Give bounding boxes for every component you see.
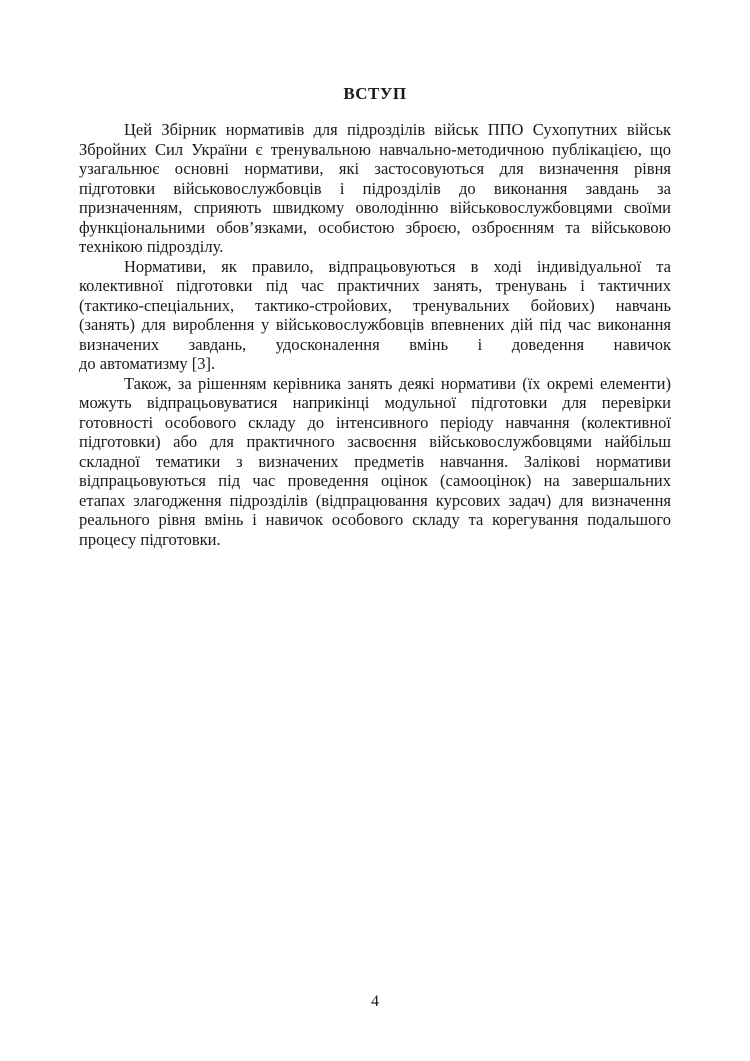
text-line: технікою підрозділу. <box>79 237 224 256</box>
text-line: Також, за рішенням керівника занять деякі нормативи (їх окремі елементи) <box>124 373 671 393</box>
text-line: готовності особового складу до інтенсивного періоду навчання (колективної <box>79 412 671 432</box>
text-line: процесу підготовки. <box>79 529 221 549</box>
text-line: підготовки) або для практичного засвоєння військовослужбовцями найбільш <box>79 432 671 451</box>
text-line: Збройних Сил України є тренувальною навчально-методичною публікацією, що <box>79 139 671 159</box>
text-line: можуть відпрацьовуватися наприкінці модульної підготовки для перевірки <box>79 393 671 412</box>
section-title: ВСТУП <box>343 84 407 103</box>
text-line: функціональними обов’язками, особистою зброєю, озброєнням та військовою <box>79 217 671 237</box>
text-line: відпрацьовуються під час проведення оцінок (самооцінок) на завершальних <box>79 471 671 490</box>
page-number: 4 <box>371 993 379 1010</box>
text-line: (тактико-спеціальних, тактико-стройових, тренувальних бойових) навчань <box>79 295 671 315</box>
text-line: Нормативи, як правило, відпрацьовуються в ході індивідуальної та <box>124 256 671 276</box>
text-line: (занять) для вироблення у військовослужбовців впевнених дій під час виконання <box>79 315 671 334</box>
text-line: узагальнює основні нормативи, які застосовуються для визначення рівня <box>79 159 671 178</box>
text-line: Цей Збірник нормативів для підрозділів військ ППО Сухопутних військ <box>124 120 671 139</box>
text-line: призначенням, сприяють швидкому оволодінню військовослужбовцями своїми <box>79 198 671 217</box>
text-line: визначених завдань, удосконалення вмінь і доведення навичок <box>79 334 671 354</box>
text-line: реального рівня вмінь і навичок особового складу та корегування подальшого <box>79 510 671 529</box>
body-text <box>79 120 671 549</box>
text-line: етапах злагодження підрозділів (відпрацювання курсових задач) для визначення <box>79 490 671 510</box>
text-line: до автоматизму [3]. <box>79 354 216 373</box>
paragraph-3 <box>79 374 671 550</box>
text-line: колективної підготовки під час практичних занять, тренувань і тактичних <box>79 276 671 295</box>
paragraph-1 <box>79 120 671 257</box>
paragraph-2 <box>79 257 671 374</box>
text-line: складної тематики з визначених предметів навчання. Залікові нормативи <box>79 451 671 471</box>
text-line: підготовки військовослужбовців і підрозділів до виконання завдань за <box>79 178 671 198</box>
